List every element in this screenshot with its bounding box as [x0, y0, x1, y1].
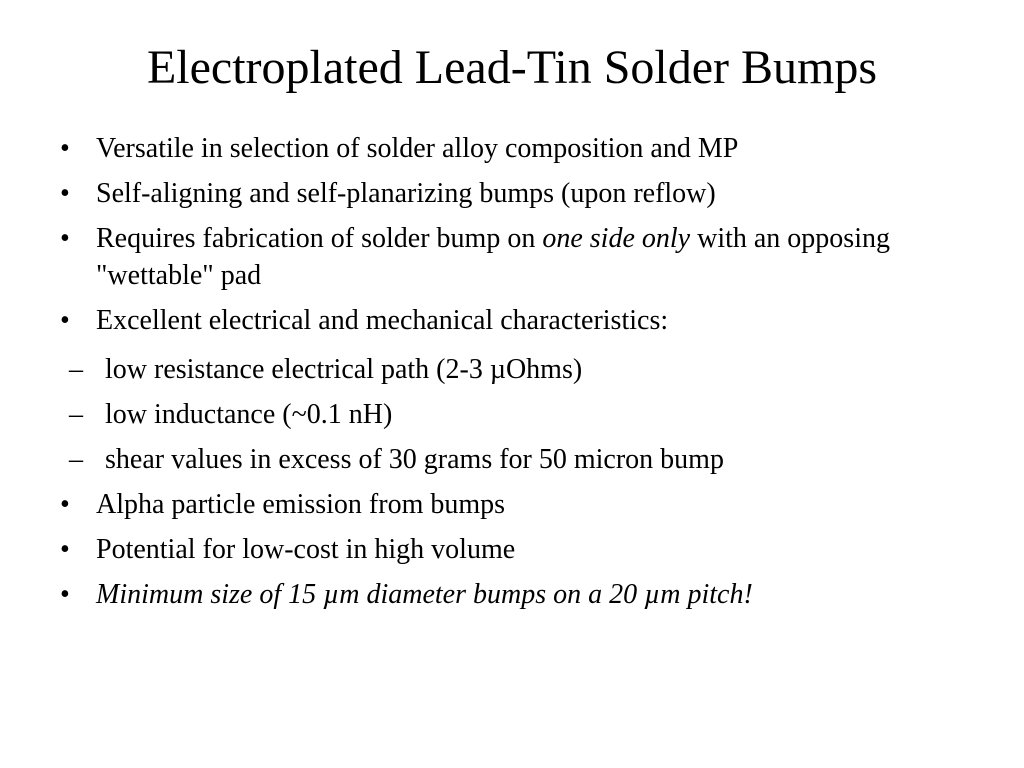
bullet-marker: • [60, 534, 70, 565]
bullet-marker: • [60, 579, 70, 610]
bullet-text: Versatile in selection of solder alloy composition and MP [96, 133, 739, 164]
slide-title: Electroplated Lead-Tin Solder Bumps [146, 41, 878, 94]
bullet-item [60, 531, 980, 568]
bullet-marker: • [60, 223, 70, 254]
sub-bullet-text: low resistance electrical path (2-3 µOhms) [105, 354, 583, 385]
sub-bullet-item [24, 441, 980, 478]
sub-bullet-item [24, 351, 980, 388]
bullet-item [60, 486, 980, 523]
bullet-text-italic: one side only [542, 223, 691, 254]
bullet-list [60, 130, 980, 347]
bullet-text-before: Requires fabrication of solder bump on [96, 223, 543, 254]
bullet-item [60, 302, 980, 339]
bullet-item [60, 220, 980, 294]
bullet-marker: • [60, 489, 70, 520]
bullet-marker: • [60, 133, 70, 164]
bullet-marker: • [60, 305, 70, 336]
bullet-text: Excellent electrical and mechanical characteristics: [96, 305, 669, 336]
bullet-text: Potential for low-cost in high volume [96, 534, 516, 565]
sub-bullet-marker: – [69, 354, 83, 385]
sub-bullet-text: shear values in excess of 30 grams for 50 micron bump [105, 444, 724, 475]
bullet-text: Self-aligning and self-planarizing bumps (upon reflow) [96, 178, 716, 209]
bullet-text: Alpha particle emission from bumps [96, 489, 506, 520]
bullet-item [60, 175, 980, 212]
bullet-text-italic: Minimum size of 15 µm diameter bumps on a 20 µm pitch! [96, 579, 753, 610]
sub-bullet-marker: – [69, 399, 83, 430]
bullet-item [60, 130, 980, 167]
bullet-marker: • [60, 178, 70, 209]
sub-bullet-list [60, 351, 980, 486]
bullet-text-after: with an opposing "wettable" pad [96, 223, 890, 291]
bullet-list-lower [60, 486, 980, 621]
sub-bullet-item [24, 396, 980, 433]
sub-bullet-text: low inductance (~0.1 nH) [105, 399, 393, 430]
bullet-item [60, 576, 980, 613]
sub-bullet-marker: – [69, 444, 83, 475]
